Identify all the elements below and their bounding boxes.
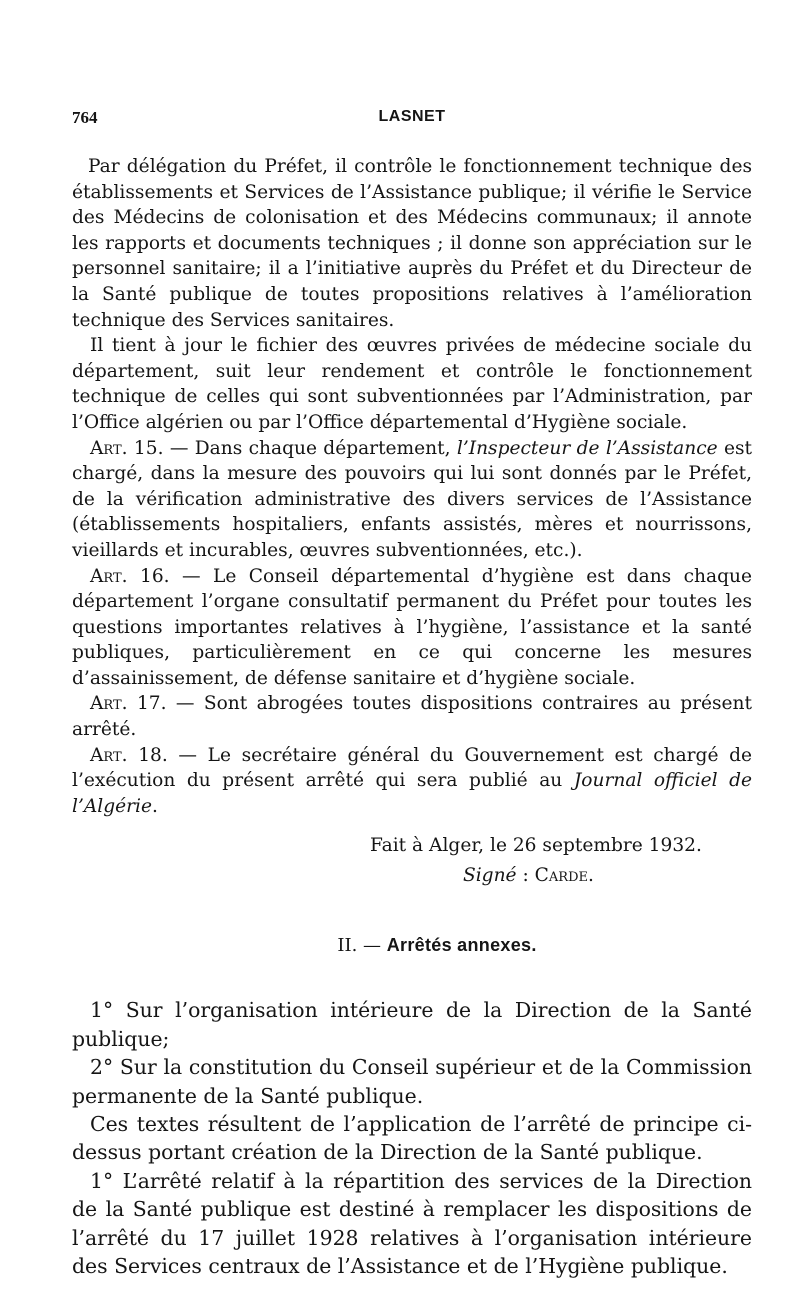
article-text-italic: l’Inspecteur de l’Assistance — [456, 437, 718, 459]
article-text: — Sont abrogées toutes dispositions contraires au présent arrêté. — [72, 693, 752, 741]
signed-label: Signé — [463, 865, 517, 887]
place-date: Fait à Alger, le 26 septembre 1932. — [370, 835, 702, 857]
annex-item-1: 1° Sur l’organisation intérieure de la Direction de la Santé publique; — [72, 998, 752, 1051]
paragraph-private-works: Il tient à jour le fichier des œuvres privées de médecine sociale du département, suit leur rendement et contrôle le fonctionnement technique de celles qui sont subventionnées par l’Administration, par l’Office algérien ou par l’Office départemental d’Hygiène sociale. — [72, 335, 752, 433]
article-text: est chargé, dans la mesure des pouvoirs qui lui sont donnés par le Préfet, de la vérification administrative des divers services de l’Assistance (établissements hospitaliers, enfants assistés, mères et nourrissons, vieillards et incurables, œuvres subventionnées, etc.). — [72, 437, 752, 561]
article-label: Art. — [90, 437, 128, 459]
signed-separator: : — [516, 865, 535, 887]
signoff — [72, 831, 752, 891]
article-text: . — [151, 795, 158, 817]
article-number: 16. — [140, 565, 170, 587]
article-label: Art. — [90, 565, 128, 587]
article-text-italic: Journal officiel de l’Algérie — [72, 770, 752, 817]
section-numeral: II. — — [337, 935, 387, 957]
paragraph-prefect-delegation: Par délégation du Préfet, il contrôle le fonctionnement technique des établissements et Services de l’Assistance publique; il vérifie le Service des Médecins de colonisation et des Médecins communaux; il annote les rapports et documents techniques ; il donne son appréciation sur le personnel sanitaire; il a l’initiative auprès du Préfet et du Directeur de la Santé publique de toutes propositions relatives à l’amélioration technique des Services sanitaires. — [72, 156, 752, 331]
article-number: 18. — [138, 744, 168, 766]
article-label: Art. — [90, 693, 128, 715]
article-text: — Le Conseil départemental d’hygiène est dans chaque département l’organe consultatif permanent du Préfet pour toutes les questions importantes relatives à l’hygiène, l’assistance et la santé publiques, particulièrement en ce qui concerne les mesures d’assainissement, de défense sanitaire et d’hygiène sociale. — [72, 565, 752, 689]
annex-paragraph-decree: 1° L’arrêté relatif à la répartition des services de la Direction de la Santé publique est destiné à remplacer les dispositions de l’arrêté du 17 juillet 1928 relatives à l’organisation intérieure des Services centraux de l’Assistance et de l’Hygiène publique. — [72, 1168, 752, 1279]
article-text-pre: — Dans chaque département, — [163, 437, 457, 459]
section-heading — [72, 935, 752, 956]
article-15 — [72, 436, 752, 564]
article-number: 15. — [133, 437, 164, 459]
article-label: Art. — [90, 744, 128, 766]
annex-paragraph-texts: Ces textes résultent de l’application de l’arrêté de principe ci-dessus portant création de la Direction de la Santé publique. — [72, 1112, 752, 1165]
article-16 — [72, 564, 752, 692]
signatory-name: Carde. — [534, 865, 594, 887]
article-18 — [72, 743, 752, 820]
annex-item-2: 2° Sur la constitution du Conseil supérieur et de la Commission permanente de la Santé publique. — [72, 1055, 752, 1108]
section-title: Arrêtés annexes. — [386, 935, 537, 956]
running-title: LASNET — [378, 108, 446, 125]
page-number: 764 — [72, 108, 98, 127]
signature-line — [72, 861, 752, 891]
article-17 — [72, 691, 752, 742]
annex-text — [72, 996, 752, 1280]
body-text — [72, 154, 752, 819]
page-header — [72, 108, 752, 128]
article-text-pre: — Le secrétaire général du Gouvernement est chargé de l’exécution du présent arrêté qui sera publié au — [72, 744, 752, 792]
article-number: 17. — [136, 693, 167, 715]
